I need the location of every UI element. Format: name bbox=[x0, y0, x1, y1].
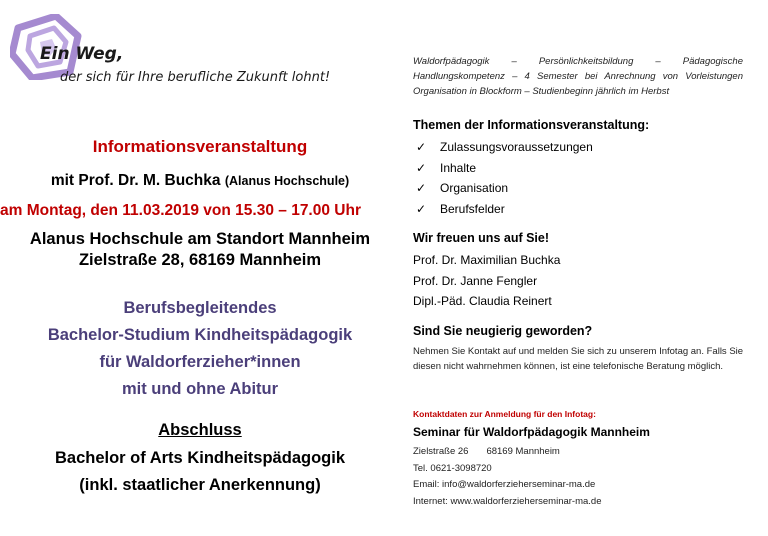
phone[interactable]: Tel. 0621-3098720 bbox=[413, 462, 492, 474]
slogan-line-2: der sich für Ihre berufliche Zukunft lohnt! bbox=[60, 70, 331, 85]
person-name: Prof. Dr. Maximilian Buchka bbox=[413, 253, 561, 267]
checkmark-icon: ✓ bbox=[416, 201, 427, 216]
person-name: Prof. Dr. Janne Fengler bbox=[413, 273, 538, 288]
speaker-name: mit Prof. Dr. M. Buchka bbox=[50, 172, 221, 189]
degree-line-1: Bachelor of Arts Kindheitspädagogik bbox=[54, 449, 345, 467]
list-item: ✓ Organisation bbox=[416, 178, 593, 199]
city: 68169 Mannheim bbox=[486, 446, 560, 457]
checkmark-icon: ✓ bbox=[416, 160, 427, 175]
program-intro: Waldorfpädagogik – Persönlichkeitsbildung – Pädagogische Handlungskompetenz – 4 Semester bei Anrechnung von Vorleistungen Organisation in Blockform – Studienbeginn jährlich im Herbst bbox=[413, 56, 743, 97]
themes-heading: Themen der Informationsveranstaltung: bbox=[413, 118, 650, 132]
degree-line-2: (inkl. staatlicher Anerkennung) bbox=[79, 476, 321, 494]
greeting-heading: Wir freuen uns auf Sie! bbox=[413, 231, 550, 245]
checkmark-icon: ✓ bbox=[416, 181, 427, 195]
list-item: ✓ Inhalte bbox=[416, 158, 593, 179]
program-line-2: Bachelor-Studium Kindheitspädagogik bbox=[47, 326, 353, 344]
program-line-3: für Waldorferzieher*innen bbox=[99, 353, 301, 371]
list-item: ✓ Zulassungsvoraussetzungen bbox=[416, 137, 593, 158]
seminar-name: Seminar für Waldorfpädagogik Mannheim bbox=[413, 425, 650, 439]
location-line-2: Zielstraße 28, 68169 Mannheim bbox=[78, 251, 322, 269]
slogan-line-1: Ein Weg, bbox=[40, 44, 124, 64]
question-heading: Sind Sie neugierig geworden? bbox=[413, 324, 593, 338]
address-line bbox=[413, 444, 602, 461]
speaker-affiliation: (Alanus Hochschule) bbox=[224, 174, 350, 188]
speaker-line bbox=[10, 172, 390, 190]
person-name: Dipl.-Päd. Claudia Reinert bbox=[413, 294, 552, 308]
location-line-1: Alanus Hochschule am Standort Mannheim bbox=[29, 230, 371, 248]
list-item: ✓ Berufsfelder bbox=[416, 199, 593, 220]
program-line-1: Berufsbegleitendes bbox=[123, 299, 277, 317]
event-date: am Montag, den 11.03.2019 von 15.30 – 17.00 Uhr bbox=[0, 202, 361, 219]
contact-details bbox=[413, 444, 602, 510]
people-list bbox=[413, 250, 560, 312]
email-link[interactable]: Email: info@waldorferzieherseminar-ma.de bbox=[413, 479, 596, 490]
contact-heading: Kontaktdaten zur Anmeldung für den Infotag: bbox=[413, 409, 596, 419]
question-text: Nehmen Sie Kontakt auf und melden Sie sich zu unserem Infotag an. Falls Sie diesen nicht wahrnehmen können, ist eine telefonische Beratung möglich. bbox=[413, 346, 744, 372]
degree-heading: Abschluss bbox=[158, 421, 242, 439]
event-title: Informationsveranstaltung bbox=[92, 137, 308, 156]
program-line-4: mit und ohne Abitur bbox=[121, 380, 279, 398]
checkmark-icon: ✓ bbox=[416, 140, 427, 154]
internet-link[interactable]: Internet: www.waldorferzieherseminar-ma.de bbox=[413, 495, 602, 507]
street: Zielstraße 26 bbox=[413, 446, 469, 457]
themes-list bbox=[416, 137, 593, 219]
